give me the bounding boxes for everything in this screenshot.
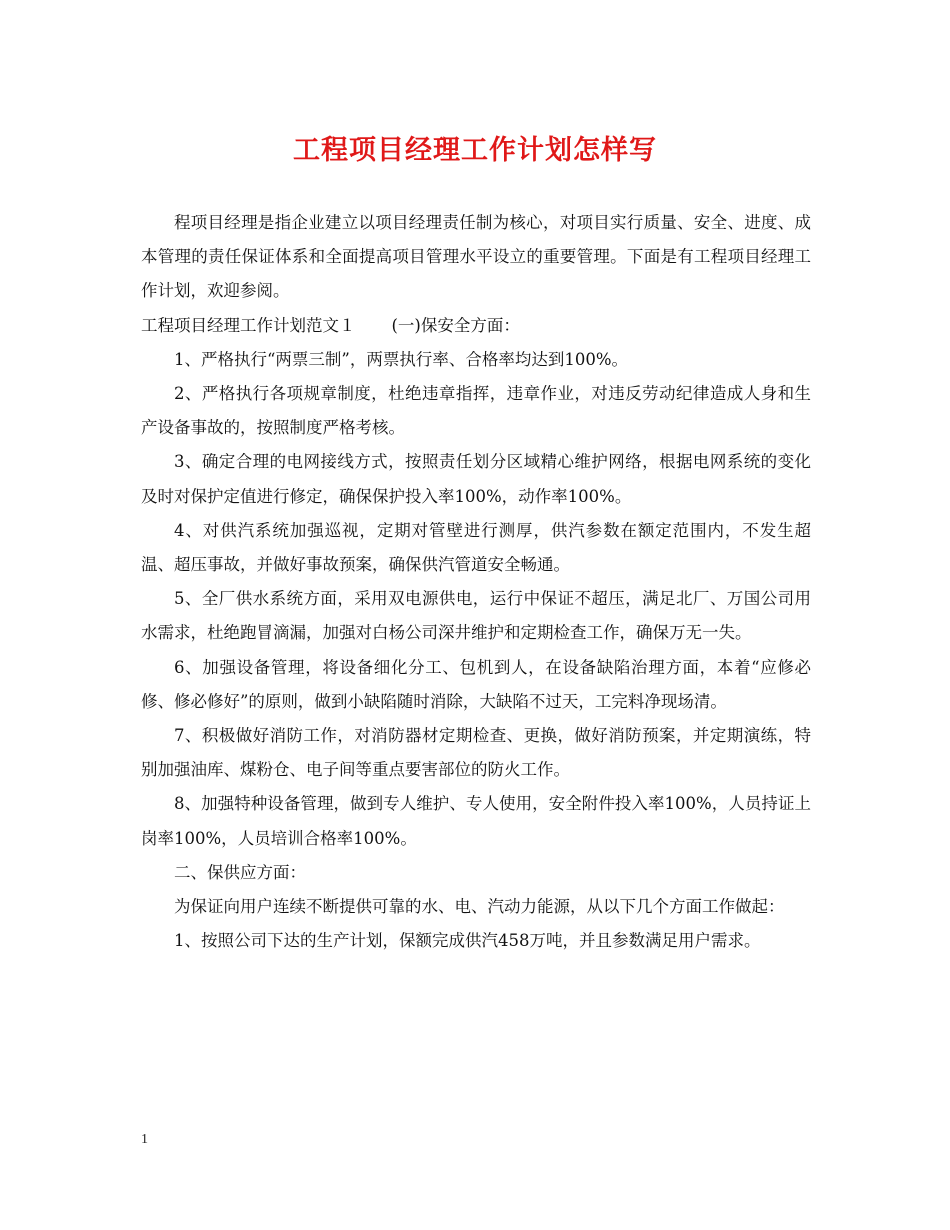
list-item: 4、对供汽系统加强巡视，定期对管壁进行测厚，供汽参数在额定范围内，不发生超温、超压事故，并做好事故预案，确保供汽管道安全畅通。: [141, 520, 811, 575]
page-number: 1: [141, 1132, 148, 1147]
plan-sample-label: 工程项目经理工作计划范文１: [141, 315, 356, 335]
list-item: 3、确定合理的电网接线方式，按照责任划分区域精心维护网络，根据电网系统的变化及时对保护定值进行修定，确保保护投入率100%，动作率100%。: [141, 452, 811, 506]
page-title: 工程项目经理工作计划怎样写: [293, 135, 657, 166]
document-body: [141, 206, 811, 958]
section-heading-safety: (一)保安全方面：: [391, 315, 520, 335]
list-item: 1、按照公司下达的生产计划，保额完成供汽458万吨，并且参数满足用户需求。: [174, 931, 761, 951]
list-item: 5、全厂供水系统方面，采用双电源供电，运行中保证不超压，满足北厂、万国公司用水需求，杜绝跑冒滴漏，加强对白杨公司深井维护和定期检查工作，确保万无一失。: [141, 589, 811, 643]
list-item: 2、严格执行各项规章制度，杜绝违章指挥，违章作业，对违反劳动纪律造成人身和生产设备事故的，按照制度严格考核。: [141, 384, 811, 438]
section-heading-supply: 二、保供应方面：: [174, 862, 306, 882]
section-heading-line: [141, 309, 811, 343]
intro-paragraph: 程项目经理是指企业建立以项目经理责任制为核心，对项目实行质量、安全、进度、成本管理的责任保证体系和全面提高项目管理水平设立的重要管理。下面是有工程项目经理工作计划，欢迎参阅。: [141, 213, 811, 301]
list-item: 6、加强设备管理，将设备细化分工、包机到人，在设备缺陷治理方面，本着“应修必修、修必修好”的原则，做到小缺陷随时消除，大缺陷不过天，工完料净现场清。: [141, 657, 811, 711]
list-item: 7、积极做好消防工作，对消防器材定期检查、更换，做好消防预案，并定期演练，特别加强油库、煤粉仓、电子间等重点要害部位的防火工作。: [141, 726, 811, 780]
list-item: 1、严格执行“两票三制”，两票执行率、合格率均达到100%。: [174, 349, 629, 369]
list-item: 8、加强特种设备管理，做到专人维护、专人使用，安全附件投入率100%，人员持证上岗率100%，人员培训合格率100%。: [141, 794, 811, 848]
paragraph: 为保证向用户连续不断提供可靠的水、电、汽动力能源，从以下几个方面工作做起：: [174, 897, 785, 917]
